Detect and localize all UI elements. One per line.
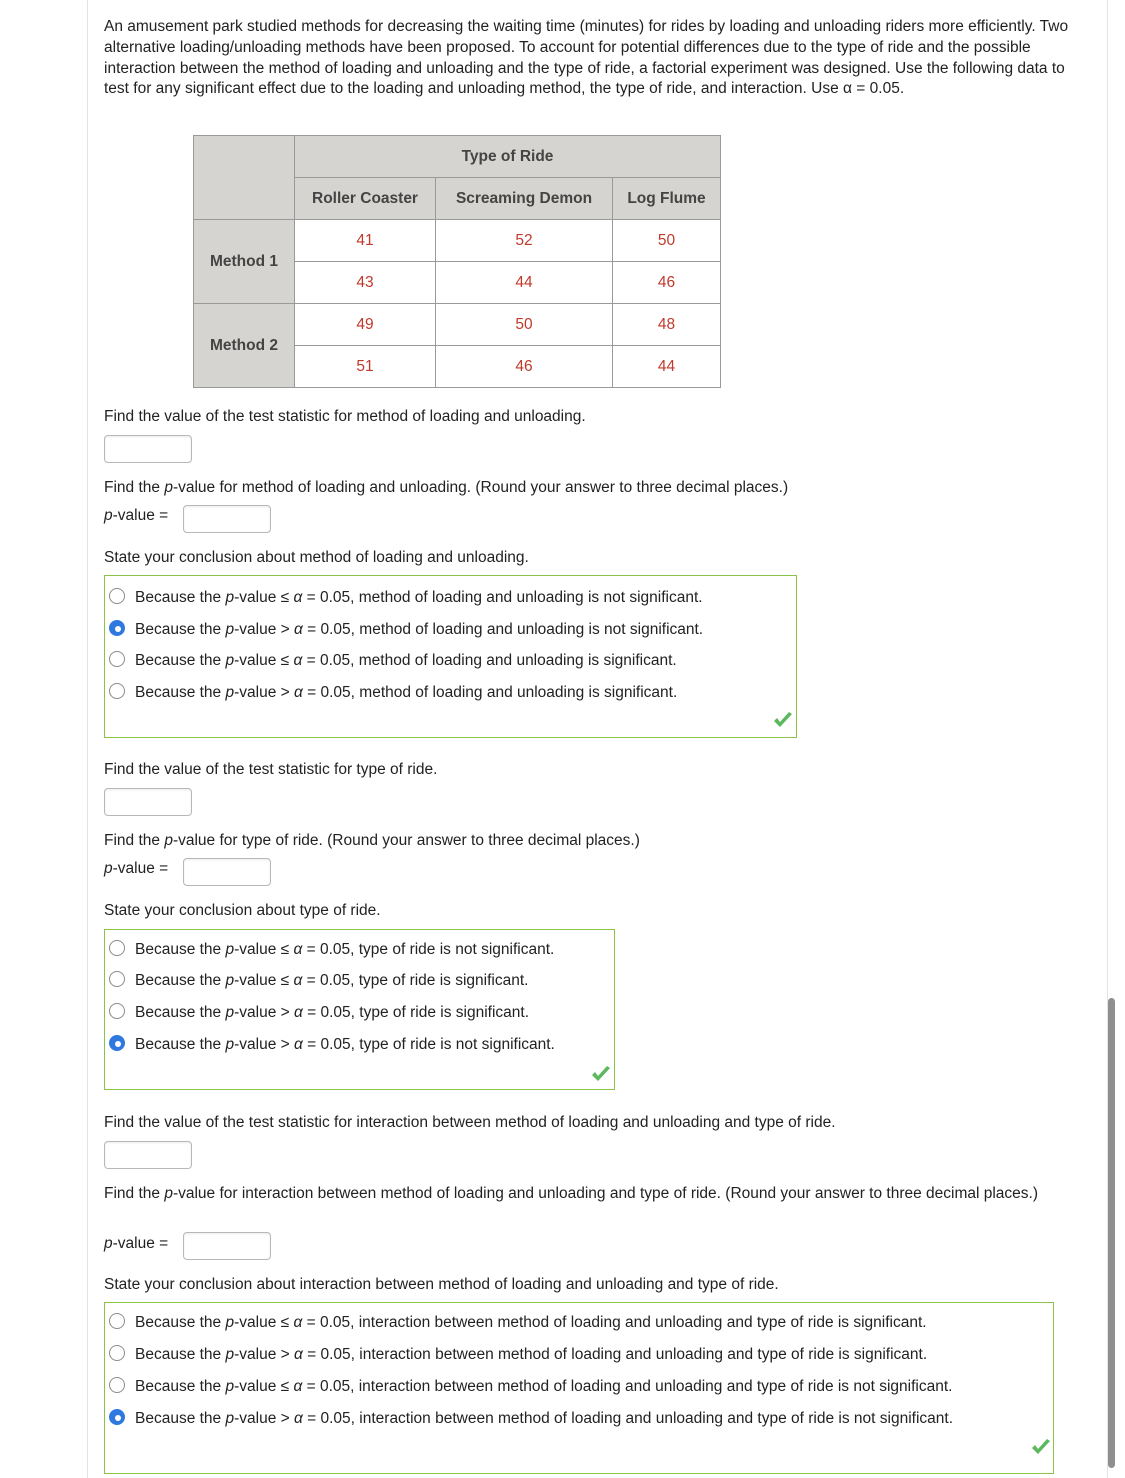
radio-empty-icon[interactable]: [109, 1003, 125, 1019]
radio-empty-icon[interactable]: [109, 971, 125, 987]
radio-empty-icon[interactable]: [109, 940, 125, 956]
column-header: Screaming Demon: [436, 178, 613, 220]
interaction-conclusion-prompt: State your conclusion about interaction between method of loading and unloading and type of ride.: [104, 1276, 779, 1293]
table-cell: 44: [436, 262, 613, 304]
data-table: [193, 135, 721, 388]
radio-empty-icon[interactable]: [109, 1345, 125, 1361]
ride-stat-prompt: Find the value of the test statistic for type of ride.: [104, 761, 438, 778]
method-pvalue-label: p-value =: [104, 507, 169, 524]
ride-pvalue-label: p-value =: [104, 860, 169, 877]
option-label: Because the p-value > α = 0.05, interaction between method of loading and unloading and type of ride is not significant.: [135, 1410, 953, 1427]
interaction-stat-prompt: Find the value of the test statistic for interaction between method of loading and unloading and type of ride.: [104, 1114, 836, 1131]
interaction-test-statistic-input[interactable]: [104, 1141, 192, 1169]
interaction-pvalue-prompt: Find the p-value for interaction between method of loading and unloading and type of ride. (Round your answer to three decimal places.): [104, 1185, 1039, 1202]
option-label: Because the p-value > α = 0.05, method of loading and unloading is not significant.: [135, 621, 704, 638]
table-cell: 44: [613, 346, 721, 388]
interaction-pvalue-input[interactable]: [183, 1232, 271, 1260]
interaction-pvalue-label: p-value =: [104, 1235, 169, 1252]
pvalue-prompt-text: Find the p-value for method of loading and unloading. (Round your answer to three decimal places.): [104, 479, 789, 496]
method-conclusion-prompt: State your conclusion about method of loading and unloading.: [104, 549, 529, 566]
method-test-statistic-input[interactable]: [104, 435, 192, 463]
option-label: Because the p-value ≤ α = 0.05, type of ride is not significant.: [135, 941, 555, 958]
radio-selected-icon[interactable]: [109, 620, 125, 636]
table-cell: 41: [295, 220, 436, 262]
table-cell: 48: [613, 304, 721, 346]
option-label: Because the p-value ≤ α = 0.05, method of loading and unloading is significant.: [135, 652, 677, 669]
row-header: Method 1: [194, 220, 295, 304]
table-cell: 46: [436, 346, 613, 388]
radio-empty-icon[interactable]: [109, 683, 125, 699]
table-cell: 51: [295, 346, 436, 388]
column-header: Roller Coaster: [295, 178, 436, 220]
option-label: Because the p-value ≤ α = 0.05, interaction between method of loading and unloading and type of ride is not significant.: [135, 1378, 953, 1395]
ride-conclusion-prompt: State your conclusion about type of ride.: [104, 902, 381, 919]
method-pvalue-input[interactable]: [183, 505, 271, 533]
radio-empty-icon[interactable]: [109, 1313, 125, 1329]
table-cell: 43: [295, 262, 436, 304]
ride-conclusion-panel: [104, 929, 615, 1090]
interaction-conclusion-panel: [104, 1302, 1054, 1474]
row-header: Method 2: [194, 304, 295, 388]
table-cell: 50: [436, 304, 613, 346]
method-pvalue-prompt: [104, 478, 788, 499]
radio-empty-icon[interactable]: [109, 651, 125, 667]
correct-check-icon: [590, 1065, 612, 1083]
correct-check-icon: [1030, 1438, 1052, 1456]
option-label: Because the p-value > α = 0.05, type of ride is not significant.: [135, 1036, 555, 1053]
method-conclusion-panel: [104, 575, 797, 738]
problem-intro: An amusement park studied methods for decreasing the waiting time (minutes) for rides by loading and unloading riders more efficiently. Two alternative loading/unloading methods have been proposed. To account for potential differences due to the type of ride and the possible interaction between the method of loading and unloading and the type of ride, a factorial experiment was designed. Use the following data to test for any significant effect due to the loading and unloading method, the type of ride, and interaction. Use α = 0.05.: [104, 18, 1069, 98]
radio-empty-icon[interactable]: [109, 588, 125, 604]
option-label: Because the p-value ≤ α = 0.05, method of loading and unloading is not significant.: [135, 589, 703, 606]
table-cell: 46: [613, 262, 721, 304]
option-label: Because the p-value > α = 0.05, type of ride is significant.: [135, 1004, 530, 1021]
option-label: Because the p-value > α = 0.05, method of loading and unloading is significant.: [135, 684, 678, 701]
radio-selected-icon[interactable]: [109, 1035, 125, 1051]
table-cell: 52: [436, 220, 613, 262]
table-cell: 50: [613, 220, 721, 262]
method-stat-prompt: Find the value of the test statistic for method of loading and unloading.: [104, 408, 586, 425]
option-label: Because the p-value ≤ α = 0.05, interaction between method of loading and unloading and type of ride is significant.: [135, 1314, 927, 1331]
scrollbar-thumb[interactable]: [1108, 998, 1115, 1468]
option-label: Because the p-value ≤ α = 0.05, type of ride is significant.: [135, 972, 529, 989]
correct-check-icon: [772, 711, 794, 729]
table-corner: [194, 136, 295, 220]
radio-selected-icon[interactable]: [109, 1409, 125, 1425]
ride-pvalue-prompt: Find the p-value for type of ride. (Round your answer to three decimal places.): [104, 832, 640, 849]
ride-pvalue-input[interactable]: [183, 858, 271, 886]
type-of-ride-header: Type of Ride: [295, 136, 721, 178]
ride-test-statistic-input[interactable]: [104, 788, 192, 816]
radio-empty-icon[interactable]: [109, 1377, 125, 1393]
option-label: Because the p-value > α = 0.05, interaction between method of loading and unloading and type of ride is significant.: [135, 1346, 928, 1363]
table-cell: 49: [295, 304, 436, 346]
column-header: Log Flume: [613, 178, 721, 220]
